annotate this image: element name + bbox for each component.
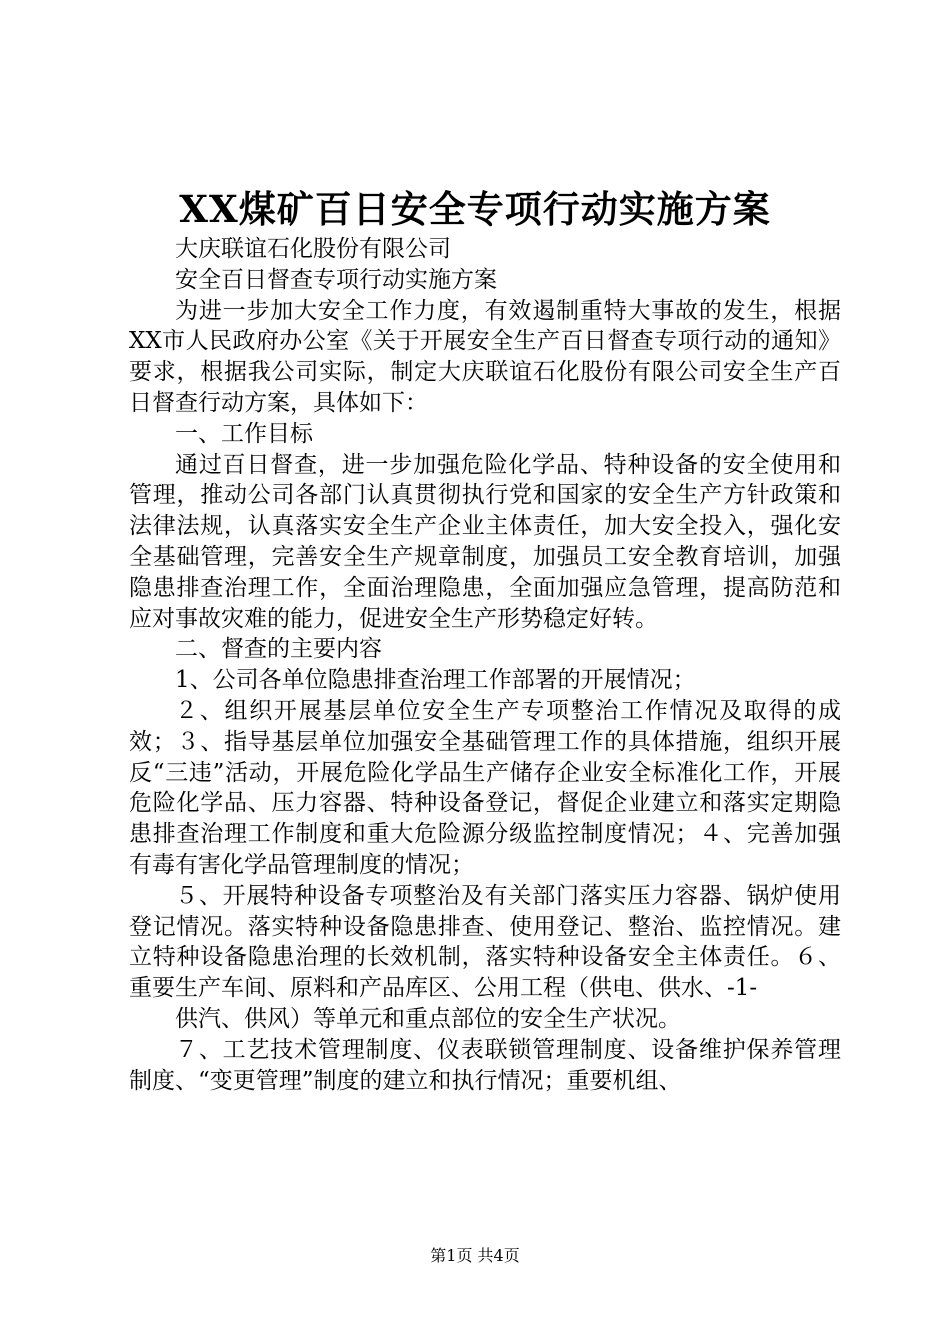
intro-paragraph: 为进一步加大安全工作力度，有效遏制重特大事故的发生，根据XX市人民政府办公室《关于开展安全生产百日督查专项行动的通知》要求，根据我公司实际，制定大庆联谊石化股份有限公司安全生产百日督查行动方案，具体如下： xyxy=(129,297,841,416)
goals-paragraph: 通过百日督查，进一步加强危险化学品、特种设备的安全使用和管理，推动公司各部门认真贯彻执行党和国家的安全生产方针政策和法律法规，认真落实安全生产企业主体责任，加大安全投入，强化安全基础管理，完善安全生产规章制度，加强员工安全教育培训，加强隐患排查治理工作，全面治理隐患，全面加强应急管理，提高防范和应对事故灾难的能力，促进安全生产形势稳定好转。 xyxy=(129,451,841,632)
plan-subtitle-line: 安全百日督查专项行动实施方案 xyxy=(175,266,497,293)
content-item-1: 1、公司各单位隐患排查治理工作部署的开展情况； xyxy=(175,667,696,694)
content-item-6-continued: 供汽、供风）等单元和重点部位的安全生产状况。 xyxy=(175,1005,681,1032)
content-item-7: ７、工艺技术管理制度、仪表联锁管理制度、设备维护保养管理制度、“变更管理”制度的建立和执行情况；重要机组、 xyxy=(129,1036,841,1094)
content-items-5-6: ５、开展特种设备专项整治及有关部门落实压力容器、锅炉使用登记情况。落实特种设备隐患排查、使用登记、整治、监控情况。建立特种设备隐患治理的长效机制，落实特种设备安全主体责任。６、重要生产车间、原料和产品库区、公用工程（供电、供水、-1- xyxy=(129,882,841,1002)
section-heading-contents: 二、督查的主要内容 xyxy=(175,636,382,663)
section-heading-goals: 一、工作目标 xyxy=(175,420,313,447)
company-name-line: 大庆联谊石化股份有限公司 xyxy=(175,236,451,262)
document-body xyxy=(129,234,841,1096)
document-title: XX煤矿百日安全专项行动实施方案 xyxy=(179,187,771,231)
page-number-footer: 第1页 共4页 xyxy=(430,1246,520,1265)
content-items-2-4: ２、组织开展基层单位安全生产专项整治工作情况及取得的成效；３、指导基层单位加强安全基础管理工作的具体措施，组织开展反“三违”活动，开展危险化学品生产储存企业安全标准化工作，开展危险化学品、压力容器、特种设备登记，督促企业建立和落实定期隐患排查治理工作制度和重大危险源分级监控制度情况；４、完善加强有毒有害化学品管理制度的情况； xyxy=(129,697,841,878)
